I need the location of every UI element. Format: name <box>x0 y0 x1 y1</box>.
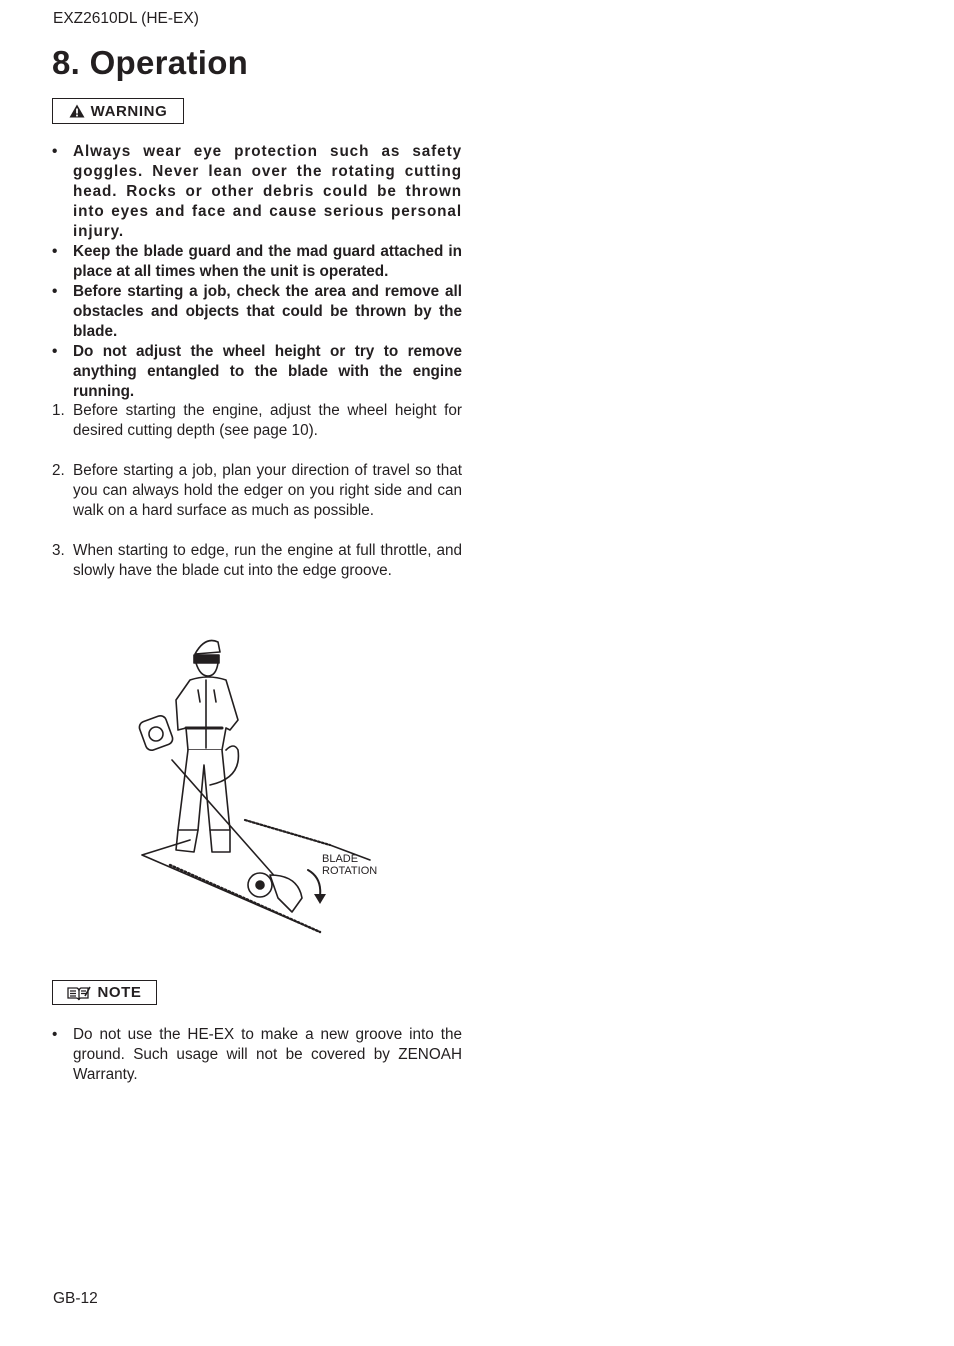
step-text: Before starting the engine, adjust the wheel height for desired cutting depth (see page 10). <box>73 402 462 439</box>
note-label: NOTE <box>97 984 142 1001</box>
step-number: 1. <box>52 402 65 419</box>
step-item <box>52 541 462 581</box>
operation-steps <box>52 401 462 601</box>
page-title: 8. Operation <box>52 44 249 81</box>
warning-item: • Do not adjust the wheel height or try to remove anything entangled to the blade with the engine running. <box>52 343 462 400</box>
step-item <box>52 401 462 441</box>
warning-item: • Always wear eye protection such as safety goggles. Never lean over the rotating cutting head. Rocks or other debris could be thrown into eyes and face and cause serious personal injury. <box>52 143 462 240</box>
warning-item: • Keep the blade guard and the mad guard attached in place at all times when the unit is operated. <box>52 243 462 280</box>
warning-item-text: Always wear eye protection such as safety goggles. Never lean over the rotating cutting head. Rocks or other debris could be thrown into eyes and face and cause serious personal injury. <box>73 143 462 240</box>
blade-rotation-label-line1: BLADE <box>322 853 359 865</box>
operator-with-edger-illustration <box>130 630 400 940</box>
warning-item-text: Do not adjust the wheel height or try to remove anything entangled to the blade with the engine running. <box>73 343 462 400</box>
note-item-text: Do not use the HE-EX to make a new groove into the ground. Such usage will not be covered by ZENOAH Warranty. <box>73 1026 462 1083</box>
warning-item-text: Keep the blade guard and the mad guard attached in place at all times when the unit is operated. <box>73 243 462 280</box>
step-text: Before starting a job, plan your direction of travel so that you can always hold the edger on you right side and can walk on a hard surface as much as possible. <box>73 462 462 519</box>
warning-label: WARNING <box>90 102 168 120</box>
document-model-header: EXZ2610DL (HE-EX) <box>53 10 199 27</box>
note-item: • Do not use the HE-EX to make a new groove into the ground. Such usage will not be covered by ZENOAH Warranty. <box>52 1026 462 1083</box>
warning-item-text: Before starting a job, check the area and remove all obstacles and objects that could be thrown by the blade. <box>73 283 462 340</box>
step-number: 3. <box>52 542 65 559</box>
step-text: When starting to edge, run the engine at full throttle, and slowly have the blade cut into the edge groove. <box>73 542 462 579</box>
warning-triangle-icon <box>69 104 85 118</box>
page-number: GB-12 <box>53 1290 98 1307</box>
step-number: 2. <box>52 462 65 479</box>
note-list <box>52 1025 462 1085</box>
step-item <box>52 461 462 521</box>
blade-rotation-label-line2: ROTATION <box>322 865 378 877</box>
warning-label-box <box>52 98 184 124</box>
warning-item: • Before starting a job, check the area and remove all obstacles and objects that could be thrown by the blade. <box>52 283 462 340</box>
note-label-box <box>52 980 157 1005</box>
blade-rotation-label <box>322 853 377 877</box>
warning-list <box>52 142 462 402</box>
note-book-icon <box>67 985 91 1001</box>
